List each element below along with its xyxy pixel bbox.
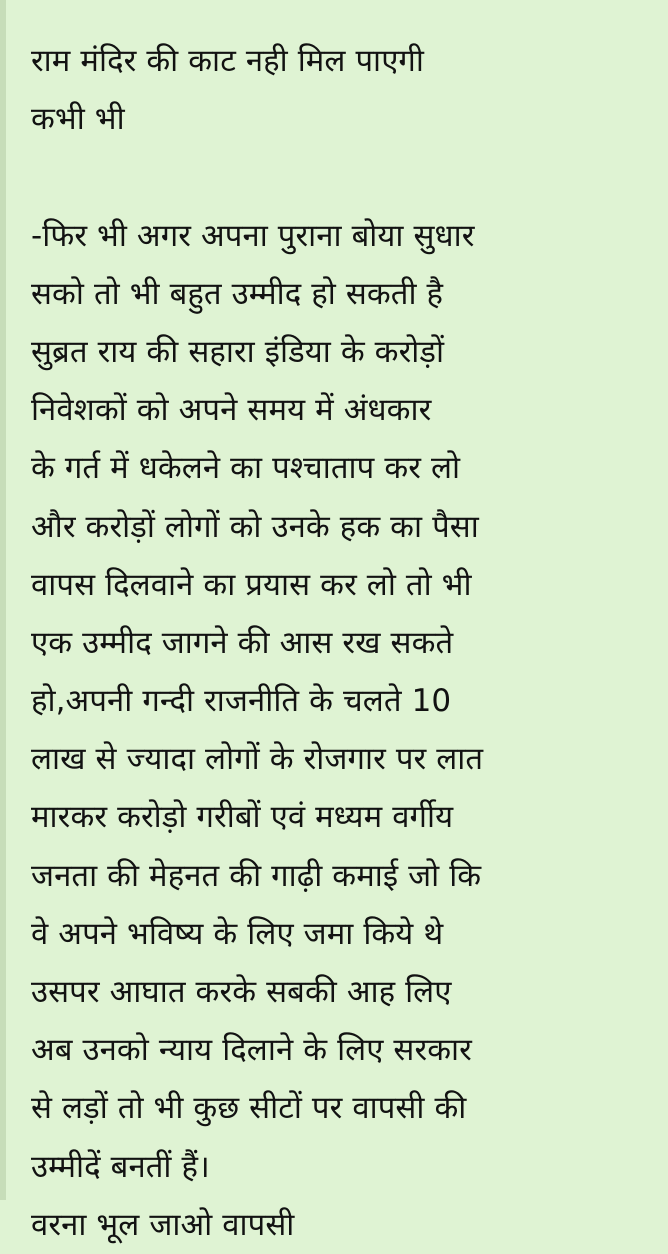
message-line: निवेशकों को अपने समय में अंधकार xyxy=(31,392,432,429)
message-line: मारकर करोड़ो गरीबों एवं मध्यम वर्गीय xyxy=(31,799,454,836)
message-line: -फिर भी अगर अपना पुराना बोया सुधार xyxy=(31,217,475,254)
message-line: और करोड़ों लोगों को उनके हक का पैसा xyxy=(31,508,479,545)
message-line: से लड़ों तो भी कुछ सीटों पर वापसी की xyxy=(31,1090,467,1127)
message-line: राम मंदिर की काट नही मिल पाएगी xyxy=(31,43,425,79)
message-text-block xyxy=(31,32,661,1254)
message-line: कभी भी xyxy=(31,101,125,138)
message-line: हो,अपनी गन्दी राजनीति के चलते 10 xyxy=(31,683,452,720)
message-line: सको तो भी बहुत उम्मीद हो सकती है xyxy=(31,275,444,312)
message-line: सुब्रत राय की सहारा इंडिया के करोड़ों xyxy=(31,333,445,370)
message-line: वरना भूल जाओ वापसी xyxy=(31,1206,295,1243)
message-line: उम्मीदें बनतीं हैं। xyxy=(31,1148,210,1185)
message-line: उसपर आघात करके सबकी आह लिए xyxy=(31,974,452,1010)
message-line: जनता की मेहनत की गाढ़ी कमाई जो कि xyxy=(31,857,482,894)
message-line: लाख से ज्यादा लोगों के रोजगार पर लात xyxy=(31,741,484,778)
message-line: वापस दिलवाने का प्रयास कर लो तो भी xyxy=(31,566,472,603)
message-line: के गर्त में धकेलने का पश्चाताप कर लो xyxy=(31,450,461,487)
left-edge-strip xyxy=(0,0,6,1200)
message-line: वे अपने भविष्य के लिए जमा किये थे xyxy=(31,915,444,952)
message-line: अब उनको न्याय दिलाने के लिए सरकार xyxy=(31,1032,472,1069)
paragraph-gap xyxy=(31,148,661,206)
message-line: एक उम्मीद जागने की आस रख सकते xyxy=(31,624,454,661)
